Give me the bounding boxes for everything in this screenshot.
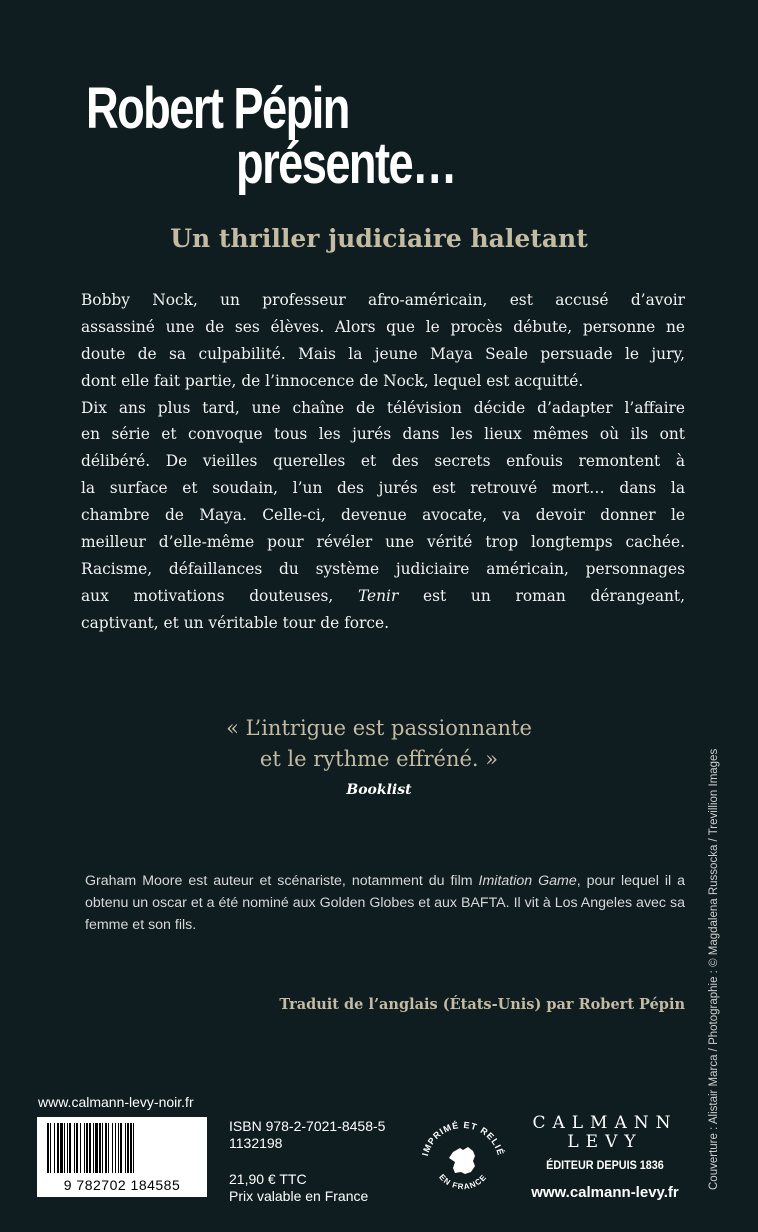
quote-line: « L’intrigue est passionnante — [226, 716, 532, 740]
publisher-logo-line1: CALMANN — [532, 1113, 678, 1133]
bio-line: femme et son fils. — [85, 917, 197, 933]
blurb-line: chambre de Maya. Celle-ci, devenue avocate, va devoir donner le — [81, 506, 685, 525]
blurb-line: doute de sa culpabilité. Mais la jeune Maya Seale persuade le jury, — [81, 344, 685, 363]
barcode-bar — [102, 1123, 103, 1173]
badge-bottom-text: EN FRANCE — [437, 1172, 489, 1192]
barcode-bar — [67, 1123, 68, 1173]
noir-website-link[interactable]: www.calmann-levy-noir.fr — [38, 1094, 194, 1110]
blurb-line — [81, 583, 685, 610]
barcode-bar — [99, 1123, 101, 1173]
blurb-line: Dix ans plus tard, une chaîne de télévision décide d’adapter l’affaire — [81, 398, 685, 417]
publisher-website-link[interactable]: www.calmann-levy.fr — [531, 1184, 679, 1201]
barcode-bar — [69, 1123, 71, 1173]
barcode-bar — [64, 1123, 65, 1173]
blurb-line: Racisme, défaillances du système judiciaire américain, personnages — [81, 559, 685, 578]
barcode-bar — [84, 1123, 85, 1173]
isbn-line: ISBN 978-2-7021-8458-5 — [229, 1118, 386, 1134]
barcode-bar — [105, 1123, 107, 1173]
barcode-bar — [80, 1123, 81, 1173]
isbn-block — [229, 1118, 385, 1205]
barcode-bar — [74, 1123, 75, 1173]
barcode-bar — [95, 1123, 98, 1173]
subtitle: Un thriller judiciaire haletant — [170, 224, 588, 253]
blurb-line: Bobby Nock, un professeur afro-américain, est accusé d’avoir — [81, 291, 685, 309]
blurb-line: délibéré. De vieilles querelles et des secrets enfouis remontent à — [81, 452, 685, 471]
publisher-since: ÉDITEUR DEPUIS 1836 — [546, 1158, 664, 1172]
publisher-block — [520, 1114, 690, 1201]
bio-text: , pour lequel il a — [576, 873, 685, 889]
publisher-logo — [520, 1114, 690, 1152]
price: 21,90 € TTC — [229, 1171, 307, 1187]
blurb-line: meilleur d’elle-même pour révéler une vérité trop longtemps cachée. — [81, 533, 685, 552]
barcode-bar — [60, 1123, 63, 1173]
barcode-bar — [120, 1123, 122, 1173]
presenter-title: Robert Pépin — [86, 76, 349, 141]
publisher-logo-line2: LEVY — [567, 1132, 643, 1152]
blurb-text: aux motivations douteuses, — [81, 586, 358, 605]
barcode-bar — [130, 1123, 132, 1173]
barcode-number: 9 782702 184585 — [63, 1177, 181, 1193]
barcode-bar — [89, 1123, 91, 1173]
barcode-bar — [76, 1123, 78, 1173]
printed-in-france-badge — [413, 1112, 513, 1202]
presenter-title-suffix: présente… — [236, 131, 456, 196]
barcode-bar — [108, 1123, 109, 1173]
blurb-line: la surface et soudain, l’un des jurés est retrouvé mort… dans la — [81, 479, 685, 498]
barcode-bar — [125, 1123, 126, 1173]
france-map-icon — [449, 1147, 475, 1174]
barcode-bar — [118, 1123, 119, 1173]
book-blurb — [81, 287, 685, 637]
translator-credit: Traduit de l’anglais (États-Unis) par Robert Pépin — [279, 996, 685, 1013]
badge-top-text: IMPRIMÉ ET RELIÉ — [420, 1119, 506, 1158]
bio-line: obtenu un oscar et a été nominé aux Golden Globes et aux BAFTA. Il vit à Los Angeles avec sa — [85, 895, 685, 911]
press-quote — [0, 713, 758, 775]
barcode-bar — [86, 1123, 88, 1173]
barcode — [37, 1117, 207, 1197]
blurb-line: en série et convoque tous les jurés dans les lieux mêmes où ils ont — [81, 425, 685, 444]
quote-source: Booklist — [346, 782, 412, 798]
barcode-bar — [133, 1123, 134, 1173]
bio-line — [85, 870, 685, 892]
author-bio — [85, 870, 685, 936]
barcode-bars — [47, 1123, 201, 1173]
film-title: Imitation Game — [478, 873, 577, 889]
product-code: 1132198 — [229, 1135, 283, 1151]
barcode-bar — [127, 1123, 129, 1173]
bio-text: Graham Moore est auteur et scénariste, notamment du film — [85, 873, 479, 889]
barcode-bar — [115, 1123, 116, 1173]
blurb-line: dont elle fait partie, de l’innocence de Nock, lequel est acquitté. — [81, 371, 584, 390]
barcode-bar — [57, 1123, 59, 1173]
blurb-line: assassiné une de ses élèves. Alors que le procès débute, personne ne — [81, 317, 685, 336]
quote-line: et le rythme effréné. » — [259, 747, 499, 771]
barcode-bar — [112, 1123, 113, 1173]
barcode-bar — [50, 1123, 51, 1173]
price-validity: Prix valable en France — [229, 1188, 369, 1204]
barcode-bar — [93, 1123, 94, 1173]
barcode-bar — [47, 1123, 49, 1173]
cover-credit: Couverture : Alistair Marca / Photographie : © Magdalena Russocka / Trevillion Images — [708, 748, 720, 1190]
book-title-tenir: Tenir — [357, 586, 399, 605]
blurb-line: captivant, et un véritable tour de force. — [81, 613, 390, 632]
barcode-bar — [54, 1123, 55, 1173]
blurb-text: est un roman dérangeant, — [398, 586, 686, 605]
